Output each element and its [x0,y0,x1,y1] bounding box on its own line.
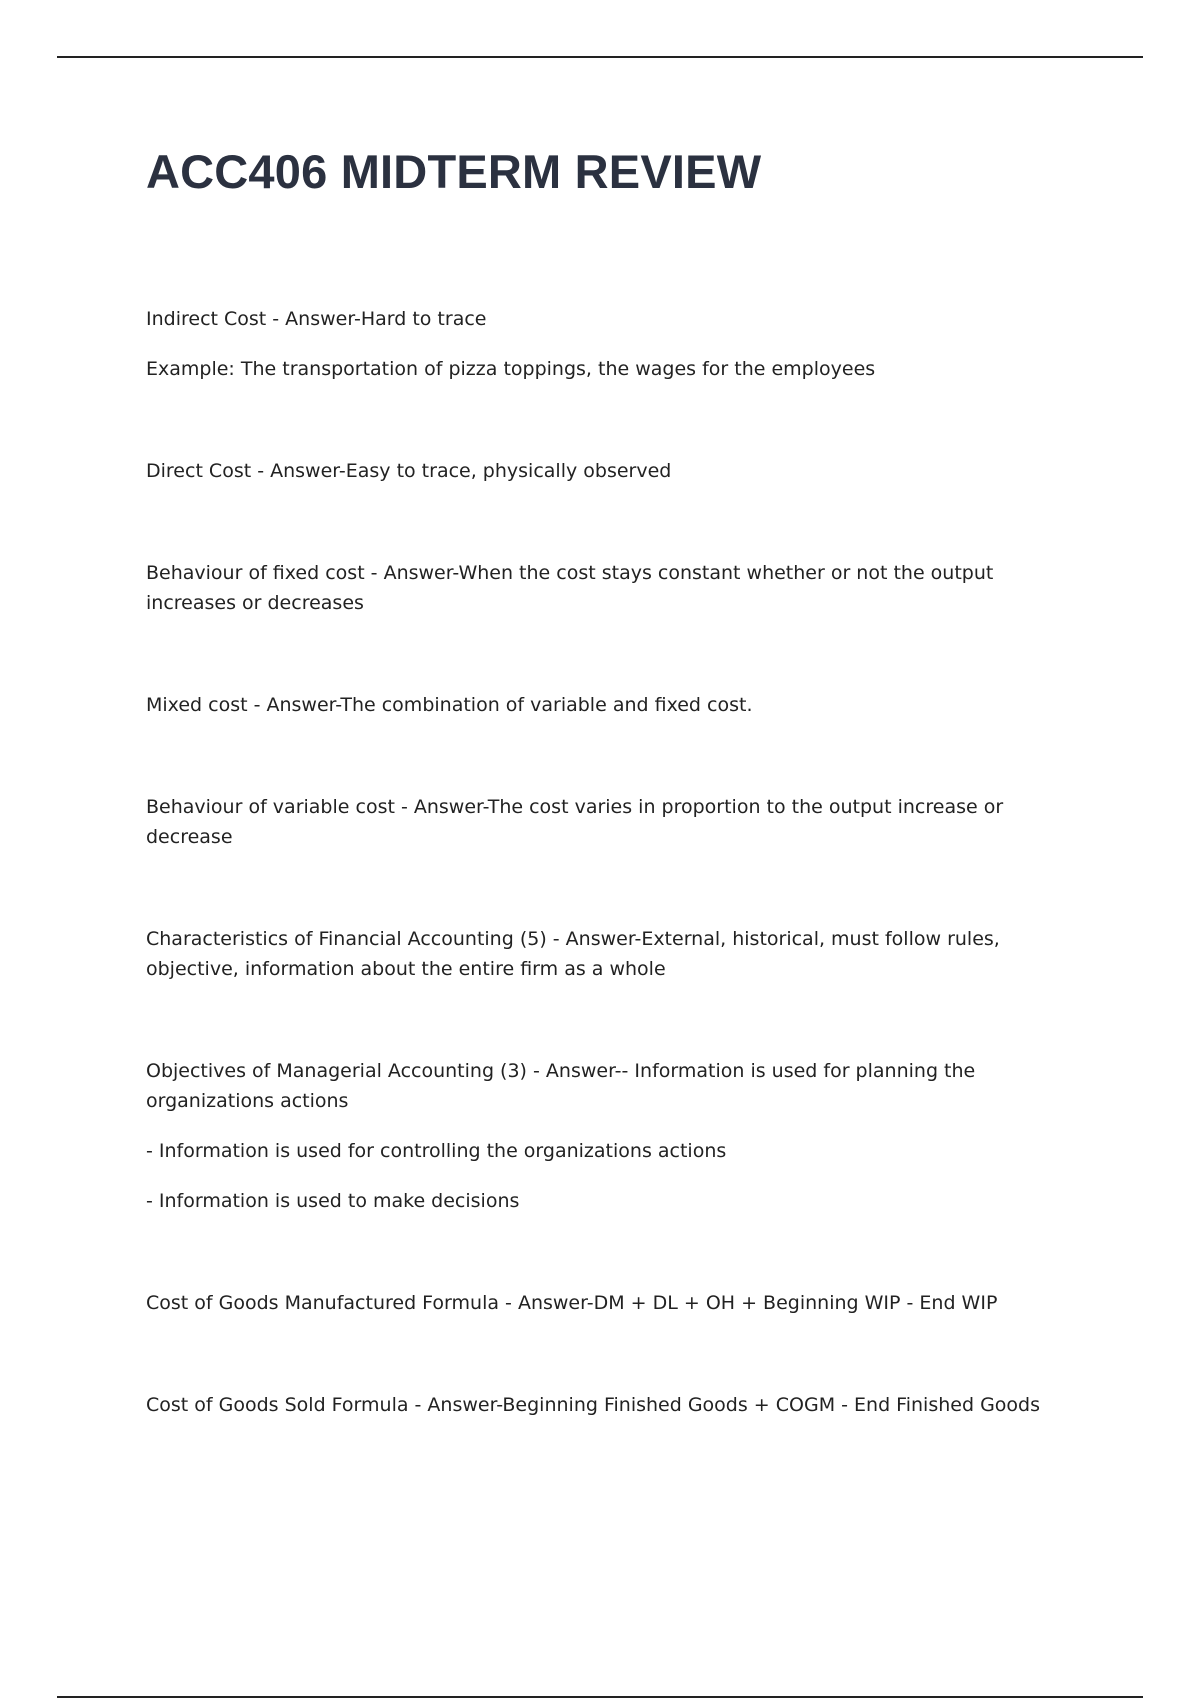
answer-separator: - Answer- [247,694,341,716]
question-text: Cost of Goods Manufactured Formula [146,1292,500,1314]
answer-text: - Information is used for planning the organizations actions [146,1060,976,1112]
entry-financial-accounting [146,924,1086,984]
bullet-controlling: - Information is used for controlling the organizations actions [146,1140,727,1162]
entry-cogm-formula [146,1288,1086,1318]
question-text: Direct Cost [146,460,252,482]
footer-rule [57,1696,1143,1698]
answer-text: Hard to trace [360,308,487,330]
entry-direct-cost [146,456,1086,486]
entry-cogs-formula [146,1390,1086,1420]
answer-text: External, historical, must follow rules, objective, information about the entire firm as a whole [146,928,1000,980]
document-body [146,304,1086,1420]
entry-indirect-cost [146,304,1086,334]
bullet-decisions: - Information is used to make decisions [146,1190,520,1212]
entry-mixed-cost [146,690,1086,720]
answer-separator: - Answer- [251,460,346,482]
question-text: Cost of Goods Sold Formula [146,1394,409,1416]
entry-fixed-cost-behaviour [146,558,1086,618]
answer-text: When the cost stays constant whether or not the output increases or decreases [146,562,994,614]
answer-separator: - Answer- [266,308,361,330]
answer-text: The combination of variable and fixed cost. [340,694,753,716]
question-text: Behaviour of fixed cost [146,562,365,584]
entry-example: Example: The transportation of pizza toppings, the wages for the employees [146,358,876,380]
answer-text: DM + DL + OH + Beginning WIP - End WIP [593,1292,998,1314]
entry-managerial-accounting [146,1056,1086,1116]
answer-separator: - Answer- [408,1394,503,1416]
answer-text: The cost varies in proportion to the output increase or decrease [146,796,1004,848]
answer-text: Beginning Finished Goods + COGM - End Finished Goods [502,1394,1040,1416]
question-text: Indirect Cost [146,308,267,330]
entry-variable-cost-behaviour [146,792,1086,852]
question-text: Mixed cost [146,694,248,716]
question-text: Objectives of Managerial Accounting (3) [146,1060,527,1082]
answer-separator: - Answer- [394,796,488,818]
question-text: Characteristics of Financial Accounting (5) [146,928,547,950]
answer-separator: - Answer- [499,1292,594,1314]
page-title: ACC406 MIDTERM REVIEW [146,145,762,198]
answer-separator: - Answer- [546,928,642,950]
header-rule [57,56,1143,58]
answer-separator: - Answer- [526,1060,622,1082]
question-text: Behaviour of variable cost [146,796,395,818]
answer-separator: - Answer- [364,562,459,584]
answer-text: Easy to trace, physically observed [345,460,672,482]
